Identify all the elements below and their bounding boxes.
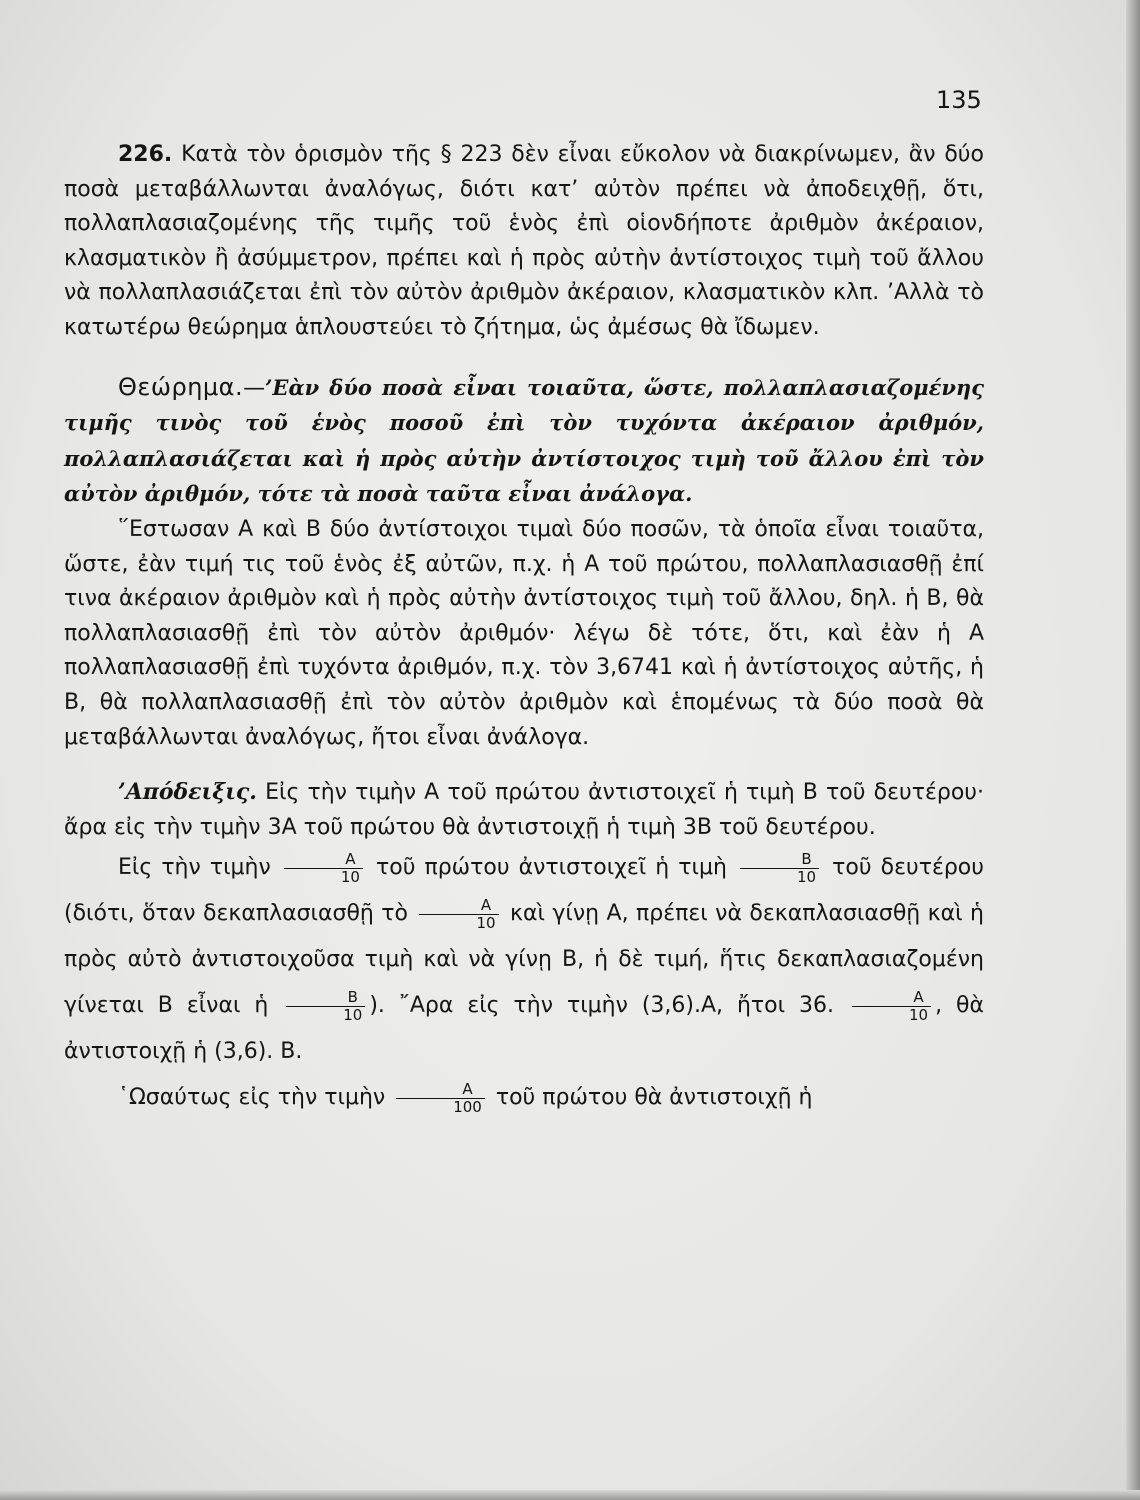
section-text: Κατὰ τὸν ὁρισμὸν τῆς § 223 δὲν εἶναι εὔκολον νὰ διακρίνωμεν, ἂν δύο ποσὰ μεταβάλλωνται ἀναλόγως, διότι κατ’ αὐτὸν πρέπει νὰ ἀποδειχθῇ, ὅτι, πολλαπλασιαζομένης τῆς τιμῆς τοῦ ἑνὸς ἐπὶ οἱονδήποτε ἀριθμὸν ἀκέραιον, κλασματικὸν ἢ ἀσύμμετρον, πρέπει καὶ ἡ πρὸς αὐτὴν ἀντίστοιχος τιμὴ τοῦ ἄλλου νὰ πολλαπλασιάζεται ἐπὶ τὸν αὐτὸν ἀριθμὸν ἀκέραιον, κλασματικὸν κλπ. ’Αλλὰ τὸ κατωτέρω θεώρημα ἁπλουστεύει τὸ ζήτημα, ὡς ἀμέσως θὰ ἴδωμεν. [64,142,984,340]
fraction-denominator: 100 [396,1098,485,1116]
fraction-numerator: Α [913,987,924,1006]
fraction-denominator: 10 [286,1006,365,1024]
page-edge-right [1126,0,1140,1500]
fraction-text: τοῦ πρώτου θὰ ἀντιστοιχῇ ἡ [495,1085,813,1111]
fraction-denominator: 10 [740,868,819,886]
fraction-a-over-10 [419,897,498,932]
page-content [64,138,984,1121]
proof-text-1: Εἰς τὴν τιμὴν Α τοῦ πρώτου ἀντιστοιχεῖ ἡ τιμὴ Β τοῦ δευτέρου· ἄρα εἰς τὴν τιμὴν 3Α τοῦ πρώτου θὰ ἀντιστοιχῇ ἡ τιμὴ 3Β τοῦ δευτέρου. [64,780,984,840]
theorem-dash: — [243,375,266,401]
fraction-b-over-10 [740,851,819,886]
fraction-denominator: 10 [284,868,363,886]
statement-paragraph: ῞Εστωσαν Α καὶ Β δύο ἀντίστοιχοι τιμαὶ δύο ποσῶν, τὰ ὁποῖα εἶναι τοιαῦτα, ὥστε, ἐὰν τιμή τις τοῦ ἑνὸς ἐξ αὐτῶν, π.χ. ἡ Α τοῦ πρώτου, πολλαπλασιασθῇ ἐπί τινα ἀκέραιον ἀριθμὸν καὶ ἡ πρὸς αὐτὴν ἀντίστοιχος τιμὴ τοῦ ἄλλου, δηλ. ἡ Β, θὰ πολλαπλασιασθῇ ἐπὶ τὸν αὐτὸν ἀριθμόν· λέγω δὲ τότε, ὅτι, καὶ ἐὰν ἡ Α πολλαπλασιασθῇ ἐπὶ τυχόντα ἀριθμόν, π.χ. τὸν 3,6741 καὶ ἡ ἀντίστοιχος αὐτῆς, ἡ Β, θὰ πολλαπλασιασθῇ ἐπὶ τὸν αὐτὸν ἀριθμὸν καὶ ἑπομένως τὰ δύο ποσὰ θὰ μεταβάλλωνται ἀναλόγως, ἤτοι εἶναι ἀνάλογα. [64,516,984,750]
fraction-a-over-10 [284,851,363,886]
fraction-numerator: Α [345,849,356,868]
section-number: 226. [118,142,173,167]
fraction-text: Εἰς τὴν τιμὴν [118,855,271,881]
proof-title: ’Απόδειξις. [118,779,257,806]
fraction-text: , θὰ ἀντιστοιχῇ ἡ (3,6). Β. [64,993,984,1065]
page-edge-bottom [0,1490,1140,1500]
fraction-b-over-10 [286,989,365,1024]
fraction-text: καὶ γίνῃ Α, πρέπει νὰ δεκαπλασιασθῇ καὶ ἡ πρὸς αὐτὸ ἀντιστοιχοῦσα τιμὴ καὶ νὰ γίνῃ Β, ἡ δὲ τιμή, ἥτις δεκαπλασιαζομένη γίνεται Β εἶναι ἡ [64,901,984,1019]
theorem-paragraph [64,370,984,513]
proof-last-paragraph [64,1075,984,1121]
fraction-text: τοῦ πρώτου ἀντιστοιχεῖ ἡ τιμὴ [375,855,727,881]
fraction-numerator: Α [462,1079,473,1098]
fraction-numerator: Β [801,849,812,868]
page-number: 135 [936,86,982,114]
fraction-a-over-100 [396,1081,485,1116]
fraction-denominator: 10 [419,914,498,932]
proof-fractions-paragraph [64,845,984,1075]
fraction-text: ῾Ωσαύτως εἰς τὴν τιμὴν [118,1085,386,1111]
fraction-numerator: Β [347,987,358,1006]
fraction-text: ). ῎Αρα εἰς τὴν τιμὴν (3,6).Α, ἤτοι 36. [369,993,835,1019]
fraction-text: τοῦ δευτέρου (διότι, ὅταν δεκαπλασιασθῇ τὸ [64,855,984,927]
proof-paragraph [64,775,984,845]
theorem-title: Θεώρημα. [118,372,244,401]
fraction-numerator: Α [480,895,492,914]
section-226-paragraph [64,138,984,346]
fraction-denominator: 10 [852,1006,931,1024]
fraction-a-over-10 [852,989,931,1024]
theorem-text: ’Εὰν δύο ποσὰ εἶναι τοιαῦτα, ὥστε, πολλαπλασιαζομένης τιμῆς τινὸς τοῦ ἑνὸς ποσοῦ ἐπὶ τὸν τυχόντα ἀκέραιον ἀριθμόν, πολλαπλασιάζεται καὶ ἡ πρὸς αὐτὴν ἀντίστοιχος τιμὴ τοῦ ἄλλου ἐπὶ τὸν αὐτὸν ἀριθμόν, τότε τὰ ποσὰ ταῦτα εἶναι ἀνάλογα. [64,374,984,507]
